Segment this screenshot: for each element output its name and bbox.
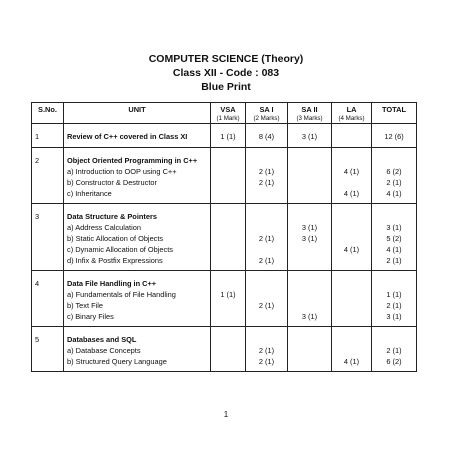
cell-vsa [211, 327, 246, 346]
cell-sa1: 2 (1) [246, 356, 288, 372]
cell-unit: c) Binary Files [64, 311, 211, 327]
cell-sa2: 3 (1) [288, 222, 332, 233]
cell-vsa [211, 188, 246, 204]
cell-la [332, 300, 372, 311]
header-la-label: LA [346, 105, 357, 114]
class-code-line: Class XII - Code : 083 [172, 67, 280, 79]
cell-sno [32, 166, 64, 177]
cell-unit: c) Inheritance [64, 188, 211, 204]
header-vsa-marks: (1 Mark) [216, 115, 240, 122]
cell-total: 4 (1) [372, 244, 417, 255]
document-header [0, 52, 452, 94]
cell-sa1 [246, 289, 288, 300]
cell-sa1 [246, 271, 288, 290]
cell-sa2 [288, 177, 332, 188]
cell-sa2: 3 (1) [288, 124, 332, 148]
cell-sa2 [288, 244, 332, 255]
cell-sa2 [288, 356, 332, 372]
cell-la: 4 (1) [332, 188, 372, 204]
header-total: TOTAL [372, 103, 417, 124]
cell-total [372, 271, 417, 290]
cell-vsa [211, 148, 246, 167]
cell-vsa [211, 311, 246, 327]
header-sa2-label: SA II [301, 105, 318, 114]
header-la [332, 103, 372, 124]
table-row [32, 233, 417, 244]
cell-vsa [211, 233, 246, 244]
cell-sa2 [288, 166, 332, 177]
table-row [32, 188, 417, 204]
document-title: COMPUTER SCIENCE (Theory) [148, 53, 304, 65]
cell-vsa [211, 255, 246, 271]
cell-la [332, 177, 372, 188]
table-row [32, 166, 417, 177]
table-row [32, 148, 417, 167]
cell-sno [32, 177, 64, 188]
cell-sa1: 2 (1) [246, 255, 288, 271]
cell-sa2: 3 (1) [288, 311, 332, 327]
cell-sa2 [288, 148, 332, 167]
cell-sa2: 3 (1) [288, 233, 332, 244]
cell-sa2 [288, 345, 332, 356]
cell-unit-title: Object Oriented Programming in C++ [64, 148, 211, 167]
cell-vsa [211, 166, 246, 177]
header-sno: S.No. [32, 103, 64, 124]
cell-sa1 [246, 188, 288, 204]
cell-unit-title: Databases and SQL [64, 327, 211, 346]
cell-unit: d) Infix & Postfix Expressions [64, 255, 211, 271]
cell-unit: b) Static Allocation of Objects [64, 233, 211, 244]
cell-total: 3 (1) [372, 222, 417, 233]
cell-unit-title: Data File Handling in C++ [64, 271, 211, 290]
header-sa2-marks: (3 Marks) [296, 115, 323, 122]
header-vsa [211, 103, 246, 124]
header-unit: UNIT [64, 103, 211, 124]
cell-sa1: 2 (1) [246, 345, 288, 356]
cell-la: 4 (1) [332, 244, 372, 255]
cell-total: 12 (6) [372, 124, 417, 148]
cell-total: 6 (2) [372, 356, 417, 372]
cell-total: 2 (1) [372, 345, 417, 356]
table-row [32, 255, 417, 271]
cell-sno: 2 [32, 148, 64, 167]
page-number: 1 [223, 410, 229, 419]
cell-unit-title: Review of C++ covered in Class XI [64, 124, 211, 148]
cell-vsa [211, 177, 246, 188]
cell-sno: 1 [32, 124, 64, 148]
cell-vsa: 1 (1) [211, 124, 246, 148]
cell-sno [32, 300, 64, 311]
cell-sno [32, 233, 64, 244]
blue-print-subtitle: Blue Print [201, 81, 251, 93]
cell-vsa [211, 300, 246, 311]
table-header-row [32, 103, 417, 124]
cell-total: 1 (1) [372, 289, 417, 300]
cell-sa1 [246, 148, 288, 167]
cell-unit: a) Address Calculation [64, 222, 211, 233]
cell-vsa: 1 (1) [211, 289, 246, 300]
cell-total: 6 (2) [372, 166, 417, 177]
cell-sa2 [288, 300, 332, 311]
cell-total: 2 (1) [372, 255, 417, 271]
cell-sa2 [288, 188, 332, 204]
cell-la [332, 204, 372, 223]
cell-sa1: 2 (1) [246, 166, 288, 177]
cell-vsa [211, 222, 246, 233]
cell-sa1: 8 (4) [246, 124, 288, 148]
header-la-marks: (4 Marks) [338, 115, 365, 122]
cell-sa2 [288, 327, 332, 346]
table-row [32, 204, 417, 223]
cell-sa2 [288, 204, 332, 223]
cell-la [332, 233, 372, 244]
cell-sa1 [246, 222, 288, 233]
cell-total [372, 148, 417, 167]
table-row [32, 356, 417, 372]
cell-total [372, 204, 417, 223]
table-row [32, 244, 417, 255]
cell-total: 4 (1) [372, 188, 417, 204]
cell-sa1 [246, 327, 288, 346]
cell-sa1: 2 (1) [246, 233, 288, 244]
header-vsa-label: VSA [220, 105, 236, 114]
cell-sno [32, 356, 64, 372]
table-row [32, 345, 417, 356]
cell-unit: c) Dynamic Allocation of Objects [64, 244, 211, 255]
table-row [32, 289, 417, 300]
cell-vsa [211, 271, 246, 290]
cell-la [332, 311, 372, 327]
header-sa2 [288, 103, 332, 124]
cell-unit: b) Text File [64, 300, 211, 311]
cell-sno: 4 [32, 271, 64, 290]
cell-unit: b) Constructor & Destructor [64, 177, 211, 188]
cell-sno [32, 188, 64, 204]
blue-print-table [31, 102, 417, 372]
table-body [32, 124, 417, 372]
cell-la [332, 222, 372, 233]
cell-sa2 [288, 271, 332, 290]
cell-la [332, 327, 372, 346]
table-row [32, 311, 417, 327]
cell-unit: a) Database Concepts [64, 345, 211, 356]
cell-sa1 [246, 244, 288, 255]
cell-unit: b) Structured Query Language [64, 356, 211, 372]
cell-vsa [211, 244, 246, 255]
table-row [32, 177, 417, 188]
cell-total: 2 (1) [372, 177, 417, 188]
cell-total: 2 (1) [372, 300, 417, 311]
cell-total [372, 327, 417, 346]
cell-sa1 [246, 311, 288, 327]
table-row [32, 124, 417, 148]
cell-sa1 [246, 204, 288, 223]
cell-la [332, 124, 372, 148]
cell-unit: a) Fundamentals of File Handling [64, 289, 211, 300]
cell-total: 5 (2) [372, 233, 417, 244]
table-row [32, 222, 417, 233]
cell-sa2 [288, 289, 332, 300]
header-sa1-label: SA I [259, 105, 274, 114]
cell-sno [32, 345, 64, 356]
cell-vsa [211, 356, 246, 372]
table-row [32, 300, 417, 311]
cell-vsa [211, 204, 246, 223]
cell-total: 3 (1) [372, 311, 417, 327]
cell-sa2 [288, 255, 332, 271]
cell-la: 4 (1) [332, 356, 372, 372]
cell-vsa [211, 345, 246, 356]
header-sa1-marks: (2 Marks) [253, 115, 280, 122]
cell-la [332, 148, 372, 167]
cell-sno [32, 255, 64, 271]
cell-la [332, 255, 372, 271]
cell-la [332, 345, 372, 356]
header-sa1 [246, 103, 288, 124]
cell-la [332, 271, 372, 290]
table-row [32, 327, 417, 346]
cell-unit: a) Introduction to OOP using C++ [64, 166, 211, 177]
cell-unit-title: Data Structure & Pointers [64, 204, 211, 223]
cell-sa1: 2 (1) [246, 300, 288, 311]
cell-sno [32, 244, 64, 255]
cell-sno [32, 222, 64, 233]
cell-sno: 3 [32, 204, 64, 223]
cell-sno: 5 [32, 327, 64, 346]
cell-sno [32, 289, 64, 300]
table-row [32, 271, 417, 290]
cell-sa1: 2 (1) [246, 177, 288, 188]
cell-sno [32, 311, 64, 327]
cell-la: 4 (1) [332, 166, 372, 177]
cell-la [332, 289, 372, 300]
